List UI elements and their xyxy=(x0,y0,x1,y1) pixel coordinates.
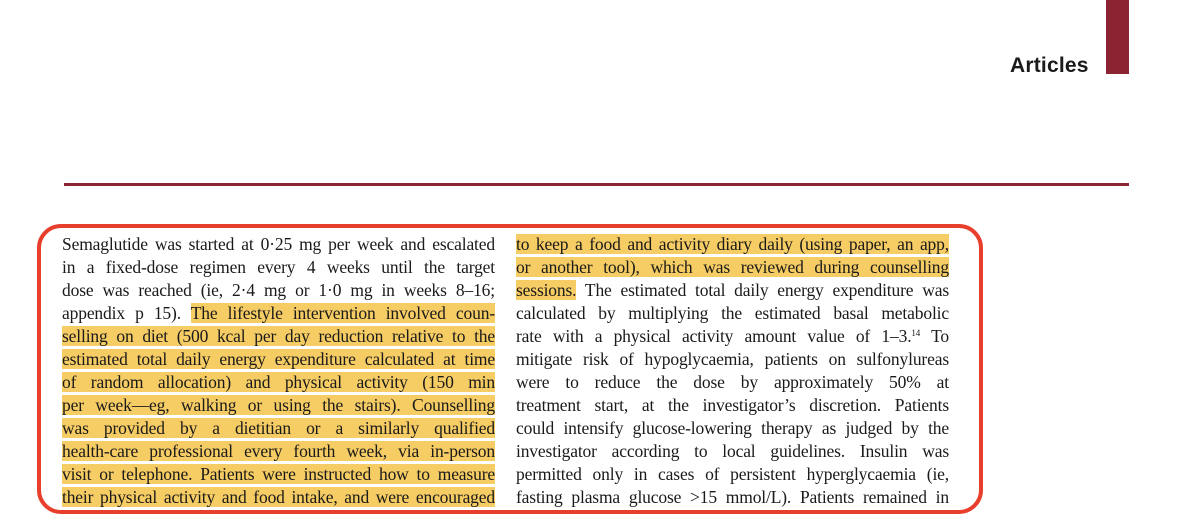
text-line: were to reduce the dose by approximately 50% at xyxy=(516,372,949,392)
text-line: could intensify glucose-lowering therapy as judged by the xyxy=(516,418,949,438)
text-line: permitted only in cases of persistent hyperglycaemia (ie, xyxy=(516,464,949,484)
text-line: mitigate risk of hypoglycaemia, patients on sulfonylureas xyxy=(516,349,949,369)
highlighted-text: was provided by a dietitian or a similarly qualified xyxy=(62,418,495,438)
text-line: investigator according to local guidelines. Insulin was xyxy=(516,441,949,461)
citation-reference[interactable]: 14 xyxy=(911,328,921,338)
text-line xyxy=(62,302,495,325)
highlighted-text: per week—eg, walking or using the stairs). Counselling xyxy=(62,395,495,415)
text-line: dose was reached (ie, 2·4 mg or 1·0 mg in weeks 8–16; xyxy=(62,280,495,300)
highlighted-text: sessions. xyxy=(516,280,577,300)
highlighted-text: health-care professional every fourth week, via in-person xyxy=(62,441,495,461)
text-line xyxy=(62,348,495,371)
highlighted-text: their physical activity and food intake, and were encouraged xyxy=(62,487,495,507)
text-line xyxy=(62,325,495,348)
highlighted-text: estimated total daily energy expenditure calculated at time xyxy=(62,349,495,369)
text-fragment: The estimated total daily energy expenditure was xyxy=(576,280,949,300)
highlighted-text: or another tool), which was reviewed during counselling xyxy=(516,257,949,277)
text-fragment: To xyxy=(920,326,950,346)
highlighted-text: to keep a food and activity diary daily (using paper, an app, xyxy=(516,234,949,254)
highlighted-text: selling on diet (500 kcal per day reduction relative to the xyxy=(62,326,495,346)
text-line: treatment start, at the investigator’s discretion. Patients xyxy=(516,395,949,415)
text-line: in a fixed-dose regimen every 4 weeks until the target xyxy=(62,257,495,277)
text-line: calculated by multiplying the estimated basal metabolic xyxy=(516,303,949,323)
text-line: fasting plasma glucose >15 mmol/L). Patients remained in xyxy=(516,487,949,507)
right-column xyxy=(516,233,949,509)
text-line xyxy=(62,371,495,394)
text-fragment: rate with a physical activity amount value of 1–3. xyxy=(516,326,912,346)
left-column xyxy=(62,233,495,509)
section-label: Articles xyxy=(1010,54,1089,77)
text-line xyxy=(62,463,495,486)
text-line xyxy=(516,233,949,256)
highlighted-text: visit or telephone. Patients were instructed how to measure xyxy=(62,464,495,484)
text-line xyxy=(62,486,495,509)
journal-accent-bar xyxy=(1106,0,1129,74)
text-line xyxy=(516,325,949,348)
text-fragment: appendix p 15). xyxy=(62,303,191,323)
highlighted-text: of random allocation) and physical activity (150 min xyxy=(62,372,495,392)
text-line xyxy=(516,256,949,279)
text-line xyxy=(62,440,495,463)
text-line xyxy=(516,279,949,302)
text-line: Semaglutide was started at 0·25 mg per week and escalated xyxy=(62,234,495,254)
text-line xyxy=(62,417,495,440)
header-rule xyxy=(64,183,1129,186)
text-line xyxy=(62,394,495,417)
highlighted-text: The lifestyle intervention involved coun- xyxy=(190,303,496,323)
